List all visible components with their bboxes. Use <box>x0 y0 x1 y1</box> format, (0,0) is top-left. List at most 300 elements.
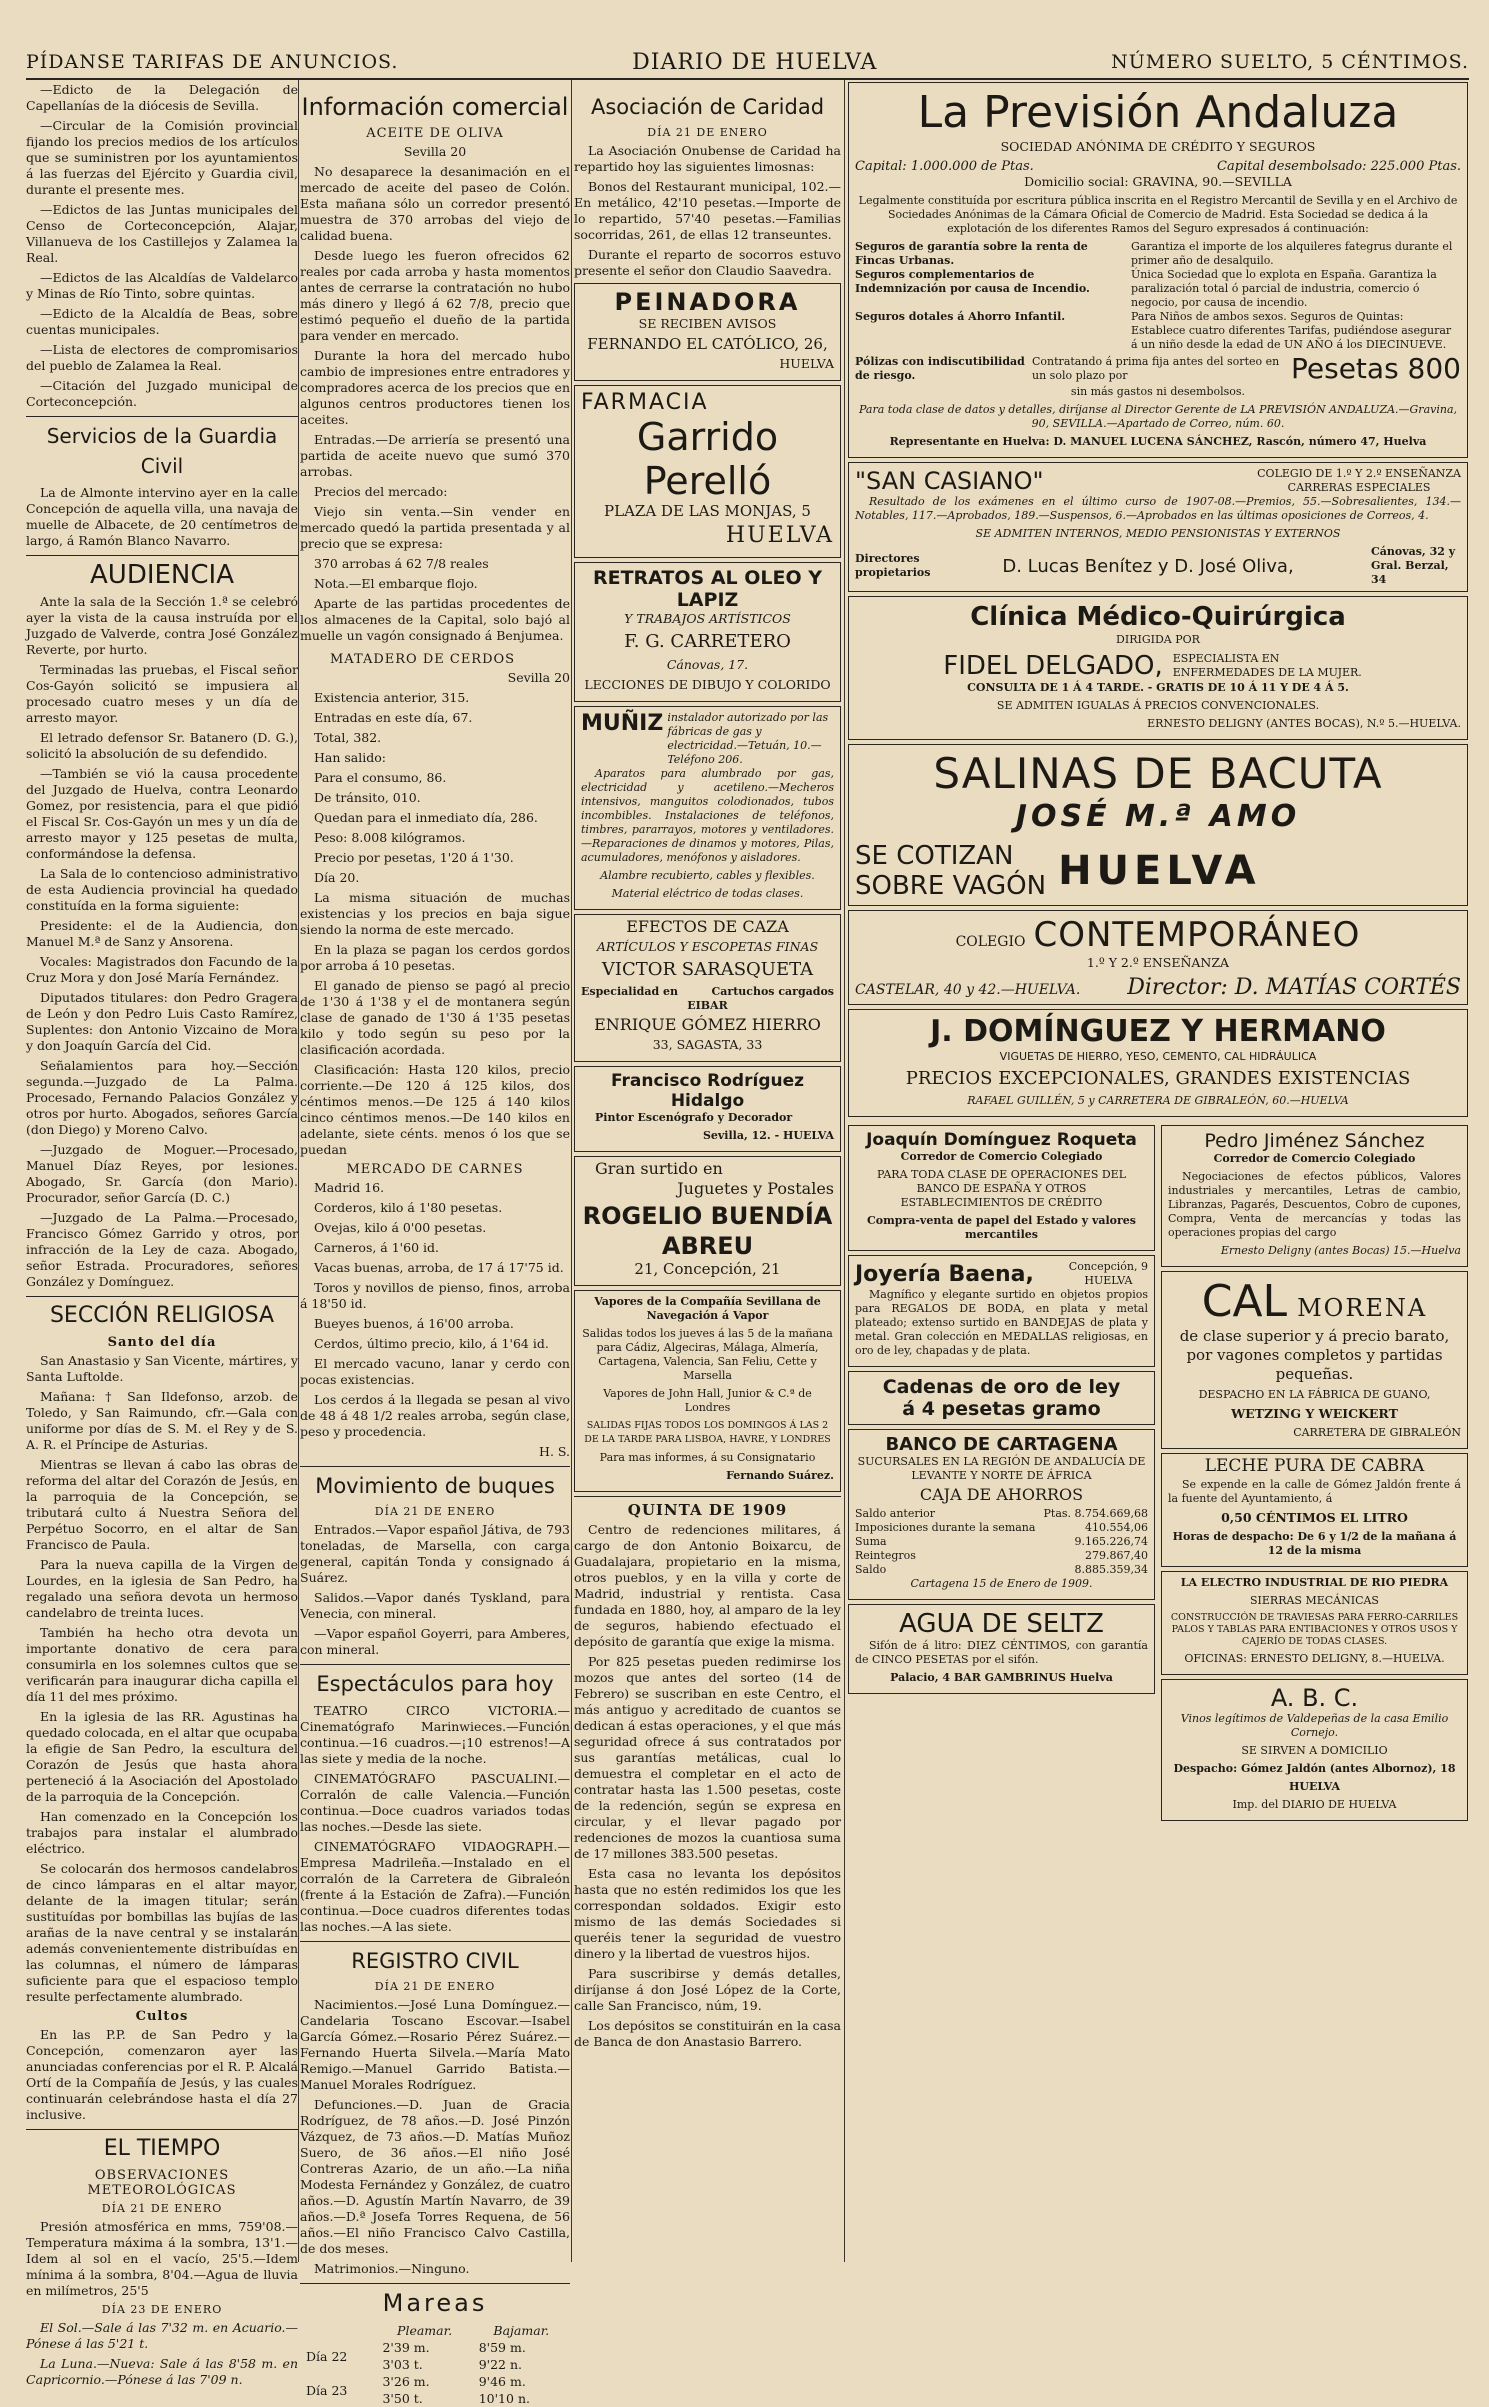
colegio-pre: COLEGIO <box>955 934 1026 950</box>
paragraph: Matrimonios.—Ninguno. <box>314 2261 470 2276</box>
farmacia-ad <box>574 385 841 558</box>
paragraph: 370 arrobas á 62 7/8 reales <box>314 556 489 571</box>
paragraph: No desaparece la desanimación en el mercado de aceite del paseo de Colón. Esta mañana sólo un corredor presentó muestra de 370 arrobas del viejo de calidad buena. <box>300 164 570 243</box>
registro-section <box>300 1997 570 2277</box>
mareas-row <box>300 2339 570 2356</box>
banco-value: 9.165.226,74 <box>1074 1535 1148 1548</box>
prevision-ad <box>848 82 1468 458</box>
salinas-ad <box>848 744 1468 906</box>
muniz-name: MUÑIZ <box>581 711 664 736</box>
registro-heading: REGISTRO CIVIL <box>300 1941 570 1976</box>
cultos-text: En las P.P. de San Pedro y la Concepción, comenzaron ayer las anunciadas conferencias por el R. P. Alcalá Ortí de la Compañía de Jesús, y las cuales continuarán celebrándose hasta el día 27 inclusive. <box>26 2027 298 2122</box>
guardia-civil-text: La de Almonte intervino ayer en la calle Concepción de aquella villa, una navaja de muelle de Albacete, de 20 centímetros de largo, á Ramón Blanco Navarro. <box>26 485 298 548</box>
mareas-cell: 8'59 m. <box>478 2340 526 2355</box>
banco-table <box>855 1507 1148 1577</box>
colegio-sub: 1.º Y 2.º ENSEÑANZA <box>1086 955 1230 970</box>
joyeria-text: Magnífico y elegante surtido en objetos propios para REGALOS DE BODA, en plata y metal plateado; extenso surtido en BANDEJAS de plata y metal. Gran colección en MEDALLAS religiosas, en oro de ley, chapadas y de plata. <box>855 1288 1148 1357</box>
paragraph: Existencia anterior, 315. <box>314 690 470 705</box>
jimenez-address: Ernesto Deligny (antes Bocas) 15.—Huelva <box>1220 1244 1461 1257</box>
seltz-ad <box>848 1604 1155 1694</box>
paragraph: Los depósitos se constituirán en la casa de Banca de don Anastasio Barrero. <box>574 2018 841 2049</box>
paragraph: —Lista de electores de compromisarios del pueblo de Zalamea la Real. <box>26 342 298 373</box>
tiempo-date-2: DÍA 23 DE ENERO <box>101 2303 223 2316</box>
cabra-ad <box>1161 1453 1468 1567</box>
paragraph: Durante la hora del mercado hubo cambio de impresiones entre entradores y compradores acerca de los precios que en algunos centros productores tienen los aceites. <box>300 348 570 427</box>
roqueta-sub: Corredor de Comercio Colegiado <box>900 1150 1103 1163</box>
banco-caja: CAJA DE AHORROS <box>919 1485 1084 1504</box>
prevision-polizas-text: Contratando á prima fija antes del sorteo en un solo plazo por <box>1032 354 1280 382</box>
page-header <box>26 46 1469 80</box>
paragraph: Esta casa no levanta los depósitos hasta que no estén redimidos los que les correspondan soldados. Exigir esto mismo de las demás Sociedades si queréis tener la seguridad de vuestro dinero y la libertad de vuestros hijos. <box>574 1866 841 1961</box>
retratos-ad <box>574 562 841 702</box>
mareas-col-baja: Bajamar. <box>493 2323 550 2338</box>
paragraph: Día 20. <box>314 870 360 885</box>
mareas-cell: 10'10 n. <box>478 2391 530 2406</box>
banco-label: Suma <box>855 1535 887 1548</box>
muniz-ad <box>574 706 841 910</box>
paragraph: —Edicto de la Alcaldía de Beas, sobre cuentas municipales. <box>26 306 298 337</box>
column-2 <box>300 82 570 2406</box>
prevision-item-key: Seguros de garantía sobre la renta de Fincas Urbanas. <box>855 240 1088 267</box>
colegio-address: CASTELAR, 40 y 42.—HUELVA. <box>855 982 1081 998</box>
paragraph: Han salido: <box>314 750 386 765</box>
religiosa-section <box>26 1353 298 2005</box>
prevision-legal: Legalmente constituída por escritura pública inscrita en el Registro Mercantil de Sevilla y en el Archivo de Sociedades Anónimas de la Cámara Oficial de Comercio de Madrid. Esta Sociedad se dedica á la explotación de los diferentes Ramos del Seguro expresados á continuación: <box>858 194 1458 235</box>
banco-ad <box>848 1429 1155 1600</box>
buques-date: DÍA 21 DE ENERO <box>374 1505 496 1518</box>
peinadora-line: SE RECIBEN AVISOS <box>638 316 777 331</box>
caza-name: VICTOR SARASQUETA <box>601 959 814 980</box>
colegio-ad <box>848 910 1468 1005</box>
casiano-internos: SE ADMITEN INTERNOS, MEDIO PENSIONISTAS Y EXTERNOS <box>975 527 1341 540</box>
column-rule <box>844 80 845 2262</box>
cabra-price: 0,50 CÉNTIMOS EL LITRO <box>1221 1510 1408 1525</box>
piedra-ad <box>1161 1571 1468 1675</box>
paragraph: Defunciones.—D. Juan de Gracia Rodríguez, de 78 años.—D. José Pinzón Vázquez, de 73 años.—D. Matías Muñoz Suero, de 36 años.—El niño José Contreras Azario, de un año.—La niña Modesta Fernández y González, de cuatro años.—D. Agustín Martín Navarro, de 39 años.—D.ª Josefa Torres Requena, de 56 años.—El niño Francisco Calvo Castilla, de dos meses. <box>300 2097 570 2256</box>
banco-row <box>855 1563 1148 1577</box>
abc-domicilio: SE SIRVEN A DOMICILIO <box>1241 1744 1388 1757</box>
cal-text: de clase superior y á precio barato, por vagones completos y partidas pequeñas. <box>1179 1327 1450 1383</box>
buendia-ad <box>574 1156 841 1286</box>
paragraph: Salidos.—Vapor danés Tyskland, para Venecia, con mineral. <box>300 1590 570 1621</box>
cal-deposit: DESPACHO EN LA FÁBRICA DE GUANO, <box>1198 1388 1431 1401</box>
dominguez-title: J. DOMÍNGUEZ Y HERMANO <box>930 1014 1386 1049</box>
retratos-name: F. G. CARRETERO <box>624 631 791 652</box>
farmacia-name: Garrido Perelló <box>636 415 779 503</box>
farmacia-city: HUELVA <box>725 523 834 548</box>
paragraph: Se colocarán dos hermosos candelabros de cinco lámparas en el altar mayor, delante de la imagen titular; serán sustituídas por bombillas las bujías de las arañas de la nave central y se instalarán además convenientemente distribuídas en las columnas, el número de lámparas suficiente para que el espacioso templo resulte perfectamente alumbrado. <box>26 1861 298 2004</box>
paragraph: Ante la sala de la Sección 1.ª se celebró ayer la vista de la causa instruída por el Juzgado de Valverde, contra José González Reverte, por hurto. <box>26 594 298 657</box>
banco-label: Saldo <box>855 1563 887 1576</box>
paragraph: —Vapor español Goyerri, para Amberes, con mineral. <box>300 1626 570 1657</box>
prevision-item-key: Seguros dotales á Ahorro Infantil. <box>855 310 1066 323</box>
casiano-right2: CARRERAS ESPECIALES <box>1287 481 1431 494</box>
jimenez-ad <box>1161 1125 1468 1267</box>
paragraph: La Asociación Onubense de Caridad ha repartido hoy las siguientes limosnas: <box>574 143 841 174</box>
piedra-office: OFICINAS: ERNESTO DELIGNY, 8.—HUELVA. <box>1184 1652 1445 1665</box>
paragraph: Para el consumo, 86. <box>314 770 447 785</box>
peinadora-title: PEINADORA <box>614 288 801 316</box>
clinica-doctor: FIDEL DELGADO, <box>943 651 1163 681</box>
clinica-esp: ESPECIALISTA EN ENFERMEDADES DE LA MUJER. <box>1172 652 1362 679</box>
abc-title: A. B. C. <box>1270 1684 1359 1712</box>
banco-title: BANCO DE CARTAGENA <box>885 1434 1118 1455</box>
paragraph: Para suscribirse y demás detalles, diríjanse á don José López de la Corte, calle San Francisco, núm, 19. <box>574 1966 841 2013</box>
caza-spec: Especialidad en <box>581 985 678 998</box>
prevision-contact: Para toda clase de datos y detalles, diríjanse al Director Gerente de LA PREVISIÓN ANDALUZA.—Gravina, 90, SEVILLA.—Apartado de Correo, núm. 60. <box>859 403 1457 430</box>
dominguez-ad <box>848 1009 1468 1117</box>
paragraph: El mercado vacuno, lanar y cerdo con pocas existencias. <box>300 1356 570 1387</box>
caridad-date: DÍA 21 DE ENERO <box>647 126 768 139</box>
paragraph: Total, 382. <box>314 730 382 745</box>
mareas-row <box>300 2373 570 2390</box>
paragraph: Vacas buenas, arroba, de 17 á 17'75 id. <box>314 1260 564 1275</box>
peinadora-city: HUELVA <box>779 356 834 371</box>
dominguez-prices: PRECIOS EXCEPCIONALES, GRANDES EXISTENCIAS <box>905 1068 1411 1089</box>
vapores-line: SALIDAS FIJAS TODOS LOS DOMINGOS Á LAS 2 DE LA TARDE PARA LISBOA, HAVRE, Y LONDRES <box>584 1420 831 1445</box>
mareas-col-plea: Pleamar. <box>397 2323 453 2338</box>
prevision-rep: Representante en Huelva: D. MANUEL LUCENA SÁNCHEZ, Rascón, número 47, Huelva <box>889 435 1427 448</box>
caridad-section <box>574 143 841 279</box>
santo-heading: Santo del día <box>107 1335 217 1350</box>
paragraph: En la plaza se pagan los cerdos gordos por arroba á 10 pesetas. <box>300 942 570 973</box>
casiano-text: Resultado de los exámenes en el último curso de 1907-08.—Premios, 55.—Sobresalientes, 134.—Notables, 117.—Aprobados, 189.—Suspensos, 6.—Aprobados en las últimas oposiciones de Correos, 4. <box>855 495 1461 522</box>
paragraph: Aparte de las partidas procedentes de los almacenes de la Capital, solo bajó al muelle un vagón consignado á Benjumea. <box>300 596 570 643</box>
column-3 <box>574 82 841 2262</box>
paragraph: Centro de redenciones militares, á cargo de don Antonio Boixarcu, de Guadalajara, propietario en la misma, otros pueblos, y en la villa y corte de Madrid, industrial y rentista. Casa fundada en 1880, hoy, al amparo de la ley de seguros, habiendo efectuado el depósito de garantía que exige la misma. <box>574 1522 841 1649</box>
hidalgo-name: Francisco Rodríguez Hidalgo <box>610 1071 805 1111</box>
cal-sub: MORENA <box>1297 1294 1428 1322</box>
abc-text: Vinos legítimos de Valdepeñas de la casa Emilio Cornejo. <box>1180 1712 1449 1739</box>
cadenas-ad <box>848 1371 1155 1425</box>
paragraph: Vocales: Magistrados don Facundo de la Cruz Mora y don José María Fernández. <box>26 954 298 985</box>
prevision-capital: Capital: 1.000.000 de Ptas. <box>855 159 1034 174</box>
tiempo-date-1: DÍA 21 DE ENERO <box>101 2202 223 2215</box>
aceite-place: Sevilla 20 <box>403 144 467 159</box>
quinta-heading: QUINTA DE 1909 <box>574 1496 841 1519</box>
paragraph: En la iglesia de las RR. Agustinas ha quedado colocada, en el altar que ocupaba la efigie de San Pedro, la escultura del Corazón de Jesús que hasta ahora perteneció á la Asociación del Apostolado de la parroquia de la Concepción. <box>26 1709 298 1804</box>
buendia-name: ROGELIO BUENDÍA ABREU <box>582 1202 833 1260</box>
banco-sub: SUCURSALES EN LA REGIÓN DE ANDALUCÍA DE LEVANTE Y NORTE DE ÁFRICA <box>857 1455 1146 1482</box>
dominguez-sub: VIGUETAS DE HIERRO, YESO, CEMENTO, CAL HIDRÁULICA <box>999 1050 1317 1063</box>
clinica-dirigida: DIRIGIDA POR <box>1116 633 1200 646</box>
vapores-info: Para mas informes, á su Consignatario <box>599 1451 816 1464</box>
hidalgo-ad <box>574 1066 841 1152</box>
header-right: NÚMERO SUELTO, 5 CÉNTIMOS. <box>1111 51 1469 73</box>
cabra-hours: Horas de despacho: De 6 y 1/2 de la mañana á 12 de la misma <box>1172 1530 1457 1557</box>
cabra-text: Se expende en la calle de Gómez Jaldón frente á la fuente del Ayuntamiento, á <box>1168 1478 1461 1505</box>
column-rule <box>571 80 572 2262</box>
prevision-title: La Previsión Andaluza <box>917 87 1399 138</box>
matadero-heading: MATADERO DE CERDOS <box>330 652 516 667</box>
piedra-sub: SIERRAS MECÁNICAS <box>1250 1594 1379 1607</box>
paragraph: Nota.—El embarque flojo. <box>314 576 478 591</box>
paragraph: —Edictos de las Alcaldías de Valdelarco y Minas de Río Tinto, sobre quintas. <box>26 270 298 301</box>
abc-ad <box>1161 1679 1468 1821</box>
espectaculos-heading: Espectáculos para hoy <box>300 1664 570 1699</box>
cadenas-sub: á 4 pesetas gramo <box>902 1398 1101 1420</box>
caza-sub: ARTÍCULOS Y ESCOPETAS FINAS <box>596 939 819 954</box>
paragraph: Los cerdos á la llegada se pesan al vivo de 48 á 48 1/2 reales arroba, según clase, peso y procedencia. <box>300 1392 570 1439</box>
salinas-line1: SE COTIZAN <box>855 841 1014 871</box>
paragraph: Entradas.—De arriería se presentó una partida de aceite nuevo que sumó 370 arrobas. <box>300 432 570 479</box>
roqueta-extra: Compra-venta de papel del Estado y valores mercantiles <box>867 1214 1136 1241</box>
cadenas-title: Cadenas de oro de ley <box>882 1376 1121 1398</box>
abc-city: HUELVA <box>1288 1780 1340 1793</box>
banco-date: Cartagena 15 de Enero de 1909. <box>910 1577 1093 1590</box>
signature: H. S. <box>539 1444 570 1459</box>
religiosa-heading: SECCIÓN RELIGIOSA <box>26 1296 298 1331</box>
paragraph: Peso: 8.008 kilógramos. <box>314 830 466 845</box>
salinas-owner: JOSÉ M.ª AMO <box>1015 799 1301 834</box>
espectaculos-section <box>300 1703 570 1935</box>
mareas-heading: Mareas <box>300 2283 570 2318</box>
casiano-ad <box>848 462 1468 592</box>
paragraph: Desde luego les fueron ofrecidos 62 reales por cada arroba y hasta momentos antes de cerrarse la contratación no hubo más dinero y llegó á 62 7/8, precio que estimó pequeño el dueño de la partida para vender en mercado. <box>300 248 570 343</box>
muniz-extra: Alambre recubierto, cables y flexibles. <box>600 869 815 882</box>
paragraph: Mientras se llevan á cabo las obras de reforma del altar del Corazón de Jesús, en la parroquia de la Concepción, se tributará culto á Nuestra Señora del Perpétuo Socorro, en el altar de San Francisco de Paula. <box>26 1457 298 1552</box>
clinica-address: ERNESTO DELIGNY (ANTES BOCAS), N.º 5.—HUELVA. <box>1147 717 1461 730</box>
mareas-cell: 9'22 n. <box>478 2357 523 2372</box>
seltz-text: Sifón de á litro: DIEZ CÉNTIMOS, con garantía de CINCO PESETAS por el sifón. <box>855 1639 1148 1666</box>
jimenez-sub: Corredor de Comercio Colegiado <box>1213 1152 1416 1165</box>
peinadora-address: FERNANDO EL CATÓLICO, 26, <box>587 335 828 353</box>
paragraph: La misma situación de muchas existencias y los precios en baja sigue siendo la norma de este mercado. <box>300 890 570 937</box>
paragraph: Diputados titulares: don Pedro Gragera de León y don Pedro Luis Casto Ramírez, Suplentes: don Antonio Vizcaino de Mora y don Joaquín García del Cid. <box>26 990 298 1053</box>
paragraph: Viejo sin venta.—Sin vender en mercado quedó la partida presentada y al precio que se expresa: <box>300 504 570 551</box>
cabra-title: LECHE PURA DE CABRA <box>1204 1456 1425 1476</box>
mareas-day: Día 23 <box>306 2382 348 2398</box>
vapores-cons: Fernando Suárez. <box>726 1469 834 1482</box>
edicts-list <box>26 82 298 410</box>
paragraph: —Juzgado de La Palma.—Procesado, Francisco Gómez Garrido y otros, por infracción de la Ley de caza. Abogado, señor Estrada. Procuradores, señores González y Domínguez. <box>26 1210 298 1289</box>
dominguez-address: RAFAEL GUILLÉN, 5 y CARRETERA DE GIBRALEÓN, 60.—HUELVA <box>967 1094 1349 1107</box>
seltz-title: AGUA DE SELTZ <box>899 1609 1104 1639</box>
retratos-line: LECCIONES DE DIBUJO Y COLORIDO <box>584 677 831 692</box>
cal-owner: WETZING Y WEICKERT <box>1231 1406 1398 1421</box>
paragraph: —Edictos de las Juntas municipales del Censo de Corteconcepción, Alajar, Villanueva de los Castillejos y Zalamea la Real. <box>26 202 298 265</box>
banco-row <box>855 1507 1148 1521</box>
casiano-address: Cánovas, 32 y Gral. Berzal, 34 <box>1371 545 1456 586</box>
colegio-director: Director: D. MATÍAS CORTÉS <box>1127 975 1461 1000</box>
prevision-item-value: Única Sociedad que lo explota en España. Garantiza la paralización total ó parcial de industria, comercio ó negocio, por causa de incendio. <box>1131 268 1437 309</box>
caza-eibar: EIBAR <box>687 999 728 1012</box>
jimenez-text: Negociaciones de efectos públicos, Valores industriales y mercantiles, Letras de cambio, Libranzas, Pagarés, Descuentos, Cobro de cupones, Compra, Venta de mercancías y todas las operaciones propias del cargo <box>1168 1170 1461 1239</box>
vapores-text: Salidas todos los jueves á las 5 de la mañana para Cádiz, Algeciras, Málaga, Almería, Cartagena, Valencia, San Feliu, Cette y Marsella <box>582 1327 833 1382</box>
casiano-right1: COLEGIO DE 1.º Y 2.º ENSEÑANZA <box>1257 467 1461 480</box>
buendia-line2: Juguetes y Postales <box>677 1179 834 1198</box>
paragraph: El ganado de pienso se pagó al precio de 1'30 á 1'38 y el de montanera según clase de ganado de 1'30 á 1'35 pesetas kilo y todo según su peso por la clasificación acordada. <box>300 978 570 1057</box>
paragraph: Terminadas las pruebas, el Fiscal señor Cos-Gayón solicitó se impusiera al procesado cuatro meses y un día de arresto mayor. <box>26 662 298 725</box>
casiano-directors: D. Lucas Benítez y D. José Oliva, <box>1002 555 1294 577</box>
prevision-item-value: Garantiza el importe de los alquileres fategrus durante el primer año de desalquilo. <box>1131 240 1453 267</box>
header-center: DIARIO DE HUELVA <box>632 49 878 75</box>
roqueta-name: Joaquín Domínguez Roqueta <box>866 1130 1137 1150</box>
registro-date: DÍA 21 DE ENERO <box>374 1980 496 1993</box>
prevision-item-value: Para Niños de ambos sexos. Seguros de Quintas: Establece cuatro diferentes Tarifas, pudiéndose asegurar á un niño desde la edad de UN AÑO á los DIECINUEVE. <box>1131 310 1452 351</box>
roqueta-ad <box>848 1125 1155 1251</box>
paragraph: Bueyes buenos, á 16'00 arroba. <box>314 1316 514 1331</box>
audiencia-heading: AUDIENCIA <box>26 555 298 590</box>
vapores-agents: Vapores de John Hall, Junior & C.ª de Londres <box>603 1387 812 1414</box>
paragraph: Madrid 16. <box>314 1180 385 1195</box>
comercial-heading: Información comercial <box>301 93 569 121</box>
paragraph: —Edicto de la Delegación de Capellanías de la diócesis de Sevilla. <box>26 82 298 113</box>
column-1 <box>26 82 298 2387</box>
cultos-heading: Cultos <box>135 2009 189 2024</box>
tiempo-heading: EL TIEMPO <box>26 2129 298 2164</box>
prevision-item <box>855 268 1461 310</box>
piedra-text: CONSTRUCCIÓN DE TRAVIESAS PARA FERRO-CARRILES PALOS Y TABLAS PARA ENTIBACIONES Y OTROS USOS Y CAJERÍO DE TODAS CLASES. <box>1170 1612 1459 1647</box>
paragraph: —También se vió la causa procedente del Juzgado de Huelva, contra Leonardo Gomez, por resistencia, para el que pidió el Fiscal Sr. Cos-Gayón un mes y un día de arresto mayor y 125 pesetas de multa, conformándose la defensa. <box>26 766 298 861</box>
tiempo-text: Presión atmosférica en mms, 759'08.—Temperatura máxima á la sombra, 13'1.—Idem al sol en el vacío, 25'5.—Idem mínima á la sombra, 8'04.—Agua de lluvia en milímetros, 25'5 <box>26 2219 298 2298</box>
clinica-igualas: SE ADMITEN IGUALAS Á PRECIOS CONVENCIONALES. <box>996 699 1320 712</box>
paragraph: La Sala de lo contencioso administrativo de esta Audiencia provincial ha quedado constituída en la forma siguiente: <box>26 866 298 913</box>
paragraph: —Citación del Juzgado municipal de Corteconcepción. <box>26 378 298 409</box>
prevision-desembolsado: Capital desembolsado: 225.000 Ptas. <box>1217 159 1461 174</box>
farmacia-address: PLAZA DE LAS MONJAS, 5 <box>604 502 811 520</box>
joyeria-city: HUELVA <box>1084 1274 1133 1287</box>
banco-row <box>855 1535 1148 1549</box>
paragraph: —Juzgado de Moguer.—Procesado, Manuel Díaz Reyes, por lesiones. Abogado, Sr. García (don Mario). Procurador, señor García (D. C.) <box>26 1142 298 1205</box>
retratos-sub: Y TRABAJOS ARTÍSTICOS <box>624 611 791 626</box>
paragraph: Toros y novillos de pienso, finos, arroba á 18'50 id. <box>300 1280 570 1311</box>
retratos-address: Cánovas, 17. <box>666 657 749 672</box>
paragraph: Nacimientos.—José Luna Domínguez.—Candelaria Toscano Escovar.—Isabel García Gómez.—Rosario Pérez Suárez.—Fernando Huerta Silvela.—María Mato Remigo.—Manuel Garrido Batista.—Manuel Morales Rodríguez. <box>300 1997 570 2092</box>
paragraph: Precio por pesetas, 1'20 á 1'30. <box>314 850 514 865</box>
paragraph: CINEMATÓGRAFO PASCUALINI.— Corralón de calle Valencia.—Función continua.—Doce cuadros variados todas las noches.—Desde las siete. <box>300 1771 570 1834</box>
paragraph: Para la nueva capilla de la Virgen de Lourdes, en la iglesia de San Pedro, ha regalado una señora devota un hermoso candelabro de treinta luces. <box>26 1557 298 1620</box>
banco-value: 410.554,06 <box>1085 1521 1148 1534</box>
paragraph: Por 825 pesetas pueden redimirse los mozos que antes del sorteo (14 de Febrero) se suscriban en este Centro, el más antiguo y acreditado de cuantos se dedican á estas operaciones, y el que más seguridad ofrece á sus contratados por sus garantías metálicas, cual lo demuestra el completar en el acto de contratar hasta las 1.500 pesetas, coste de la redención, según se expresa en circular, y el llevar pagado por redenciones de mozos la cuantiosa suma de 17 millones 383.500 pesetas. <box>574 1654 841 1861</box>
vapores-ad <box>574 1290 841 1492</box>
prevision-pesetas: Pesetas 800 <box>1291 352 1461 385</box>
banco-value: 8.885.359,34 <box>1074 1563 1148 1576</box>
paragraph: También ha hecho otra devota un importante donativo de cera para consumirla en los solemnes cultos que se verificarán para inaugurar dicha capilla el día 11 del mes próximo. <box>26 1625 298 1704</box>
paragraph: Corderos, kilo á 1'80 pesetas. <box>314 1200 503 1215</box>
prevision-item <box>855 310 1461 352</box>
paragraph: El letrado defensor Sr. Batanero (D. G.), solicitó la absolución de su defendido. <box>26 730 298 761</box>
paragraph: —Circular de la Comisión provincial fijando los precios medios de los artículos que se suministren por los ayuntamientos á las fuerzas del Ejército y Guardia civil, durante el presente mes. <box>26 118 298 197</box>
sol-text: El Sol.—Sale á las 7'32 m. en Acuario.—Pónese á las 5'21 t. <box>26 2320 298 2351</box>
paragraph: Ovejas, kilo á 0'00 pesetas. <box>314 1220 487 1235</box>
column-4 <box>848 82 1468 2262</box>
luna-text: La Luna.—Nueva: Sale á las 8'58 m. en Capricornio.—Pónese á las 7'09 n. <box>26 2356 298 2387</box>
prevision-polizas: Pólizas con indiscutibilidad de riesgo. <box>855 354 1025 382</box>
mareas-day: Día 22 <box>306 2348 348 2364</box>
roqueta-text: PARA TODA CLASE DE OPERACIONES DEL BANCO DE ESPAÑA Y OTROS ESTABLECIMIENTOS DE CRÉDITO <box>876 1168 1127 1209</box>
joyeria-ad <box>848 1255 1155 1367</box>
cal-road: CARRETERA DE GIBRALEÓN <box>1293 1426 1461 1439</box>
paragraph: Han comenzado en la Concepción los trabajos para instalar el alumbrado eléctrico. <box>26 1809 298 1856</box>
piedra-title: LA ELECTRO INDUSTRIAL DE RIO PIEDRA <box>1180 1576 1449 1589</box>
prevision-item <box>855 240 1461 268</box>
paragraph: Carneros, á 1'60 id. <box>314 1240 439 1255</box>
paragraph: Mañana: † San Ildefonso, arzob. de Toledo, y San Raimundo, cfr.—Gala con uniforme por días de S. M. el Rey y de S. A. R. el Príncipe de Asturias. <box>26 1389 298 1452</box>
carnes-heading: MERCADO DE CARNES <box>346 1162 524 1177</box>
paragraph: Precios del mercado: <box>314 484 448 499</box>
caridad-heading: Asociación de Caridad <box>590 95 825 119</box>
banco-value: Ptas. 8.754.669,68 <box>1043 1507 1148 1520</box>
casiano-name: "SAN CASIANO" <box>855 467 1044 495</box>
paragraph: Entradas en este día, 67. <box>314 710 473 725</box>
muniz-tag: instalador autorizado por las fábricas de gas y electricidad.—Tetuán, 10.—Teléfono 206. <box>667 711 829 766</box>
banco-label: Imposiciones durante la semana <box>855 1521 1036 1534</box>
prevision-domicilio: Domicilio social: GRAVINA, 90.—SEVILLA <box>1024 174 1292 189</box>
caza-agent: ENRIQUE GÓMEZ HIERRO <box>594 1015 821 1034</box>
mareas-table <box>300 2322 570 2407</box>
joyeria-addr: Concepción, 9 <box>1068 1260 1148 1273</box>
imprint: Imp. del DIARIO DE HUELVA <box>1232 1798 1397 1811</box>
matadero-section <box>300 690 570 1158</box>
banco-label: Saldo anterior <box>855 1507 936 1520</box>
seltz-addr: Palacio, 4 BAR GAMBRINUS Huelva <box>890 1671 1113 1684</box>
abc-despacho: Despacho: Gómez Jaldón (antes Albornoz), 18 <box>1173 1762 1456 1775</box>
mareas-cell: 2'39 m. <box>382 2340 430 2355</box>
buques-section <box>300 1522 570 1658</box>
paragraph: San Anastasio y San Vicente, mártires, y Santa Luftolde. <box>26 1353 298 1384</box>
muniz-text: Aparatos para alumbrado por gas, electricidad y acetileno.—Mecheros intensivos, manguitos colodionados, tubos incombibles. Instalaciones de teléfonos, timbres, pararrayos, motores y ventiladores.—Reparaciones de dinamos y motores, Pilas, acumuladores, menófonos y aisladores. <box>581 767 834 864</box>
muniz-last: Material eléctrico de todas clases. <box>611 887 804 900</box>
quinta-section <box>574 1522 841 2050</box>
prevision-sub: SOCIEDAD ANÓNIMA DE CRÉDITO Y SEGUROS <box>1000 139 1316 154</box>
buques-heading: Movimiento de buques <box>300 1466 570 1501</box>
clinica-ad <box>848 596 1468 740</box>
guardia-civil-heading: Servicios de la Guardia Civil <box>26 416 298 481</box>
paragraph: Entrados.—Vapor español Játiva, de 793 toneladas, de Marsella, con carga general, capitán Tonda y consignado á Suárez. <box>300 1522 570 1585</box>
hidalgo-sub: Pintor Escenógrafo y Decorador <box>595 1111 793 1124</box>
clinica-consulta: CONSULTA DE 1 Á 4 TARDE. - GRATIS DE 10 Á 11 Y DE 4 Á 5. <box>967 681 1349 694</box>
paragraph: Cerdos, último precio, kilo, á 1'64 id. <box>314 1336 549 1351</box>
mareas-cell: 3'26 m. <box>382 2374 430 2389</box>
paragraph: Durante el reparto de socorros estuvo presente el señor don Claudio Saavedra. <box>574 247 841 278</box>
cal-ad <box>1161 1271 1468 1449</box>
paragraph: Señalamientos para hoy.—Sección segunda.—Juzgado de La Palma. Procesado, Fernando Palacios González y otros por hurto. Abogados, señores García (don Diego) y Moreno Calvo. <box>26 1058 298 1137</box>
paragraph: Clasificación: Hasta 120 kilos, precio corriente.—De 120 á 125 kilos, dos céntimos menos.—De 125 á 140 kilos cinco céntimos menos.—De 140 kilos en adelante, siete cénts. menos ó los que se puedan <box>300 1062 570 1157</box>
mareas-cell: 3'50 t. <box>382 2391 423 2406</box>
banco-label: Reintegros <box>855 1549 916 1562</box>
caza-address: 33, SAGASTA, 33 <box>652 1037 763 1052</box>
paragraph: Presidente: el de la Audiencia, don Manuel M.ª de Sanz y Ansorena. <box>26 918 298 949</box>
joyeria-name: Joyería Baena, <box>855 1261 1034 1287</box>
carnes-section <box>300 1180 570 1440</box>
banco-value: 279.867,40 <box>1085 1549 1148 1562</box>
aceite-heading: ACEITE DE OLIVA <box>366 126 504 141</box>
audiencia-section <box>26 594 298 1290</box>
cal-title: CAL <box>1201 1276 1288 1327</box>
paragraph: TEATRO CIRCO VICTORIA.— Cinematógrafo Marinwieces.—Función continua.—16 cuadros.—¡10 estrenos!—A las siete y media de la noche. <box>300 1703 570 1766</box>
buendia-line1: Gran surtido en <box>595 1159 723 1178</box>
buendia-address: 21, Concepción, 21 <box>634 1260 781 1278</box>
header-left: PÍDANSE TARIFAS DE ANUNCIOS. <box>26 51 399 73</box>
mareas-cell: 3'03 t. <box>382 2357 423 2372</box>
caza-ad <box>574 914 841 1062</box>
casiano-directors-label: Directores propietarios <box>855 552 931 579</box>
hidalgo-address: Sevilla, 12. - HUELVA <box>702 1129 834 1142</box>
tiempo-subheading: OBSERVACIONES METEOROLÓGICAS <box>87 2168 237 2198</box>
mareas-cell: 9'46 m. <box>478 2374 526 2389</box>
column-rule <box>298 80 299 2262</box>
clinica-title: Clínica Médico-Quirúrgica <box>970 602 1346 632</box>
banco-row <box>855 1549 1148 1563</box>
prevision-items <box>855 240 1461 352</box>
colegio-name: CONTEMPORÁNEO <box>1033 915 1361 955</box>
prevision-item-key: Seguros complementarios de Indemnización por causa de Incendio. <box>855 268 1090 295</box>
salinas-line2: SOBRE VAGÓN <box>855 871 1047 901</box>
paragraph: De tránsito, 010. <box>314 790 421 805</box>
banco-row <box>855 1521 1148 1535</box>
paragraph: CINEMATÓGRAFO VIDAOGRAPH.— Empresa Madrileña.—Instalado en el corralón de la Carretera de Gibraleón (frente á la Estación de Zafra).—Función continua.—Doce cuadros diferentes todas las noches.—A las siete. <box>300 1839 570 1934</box>
